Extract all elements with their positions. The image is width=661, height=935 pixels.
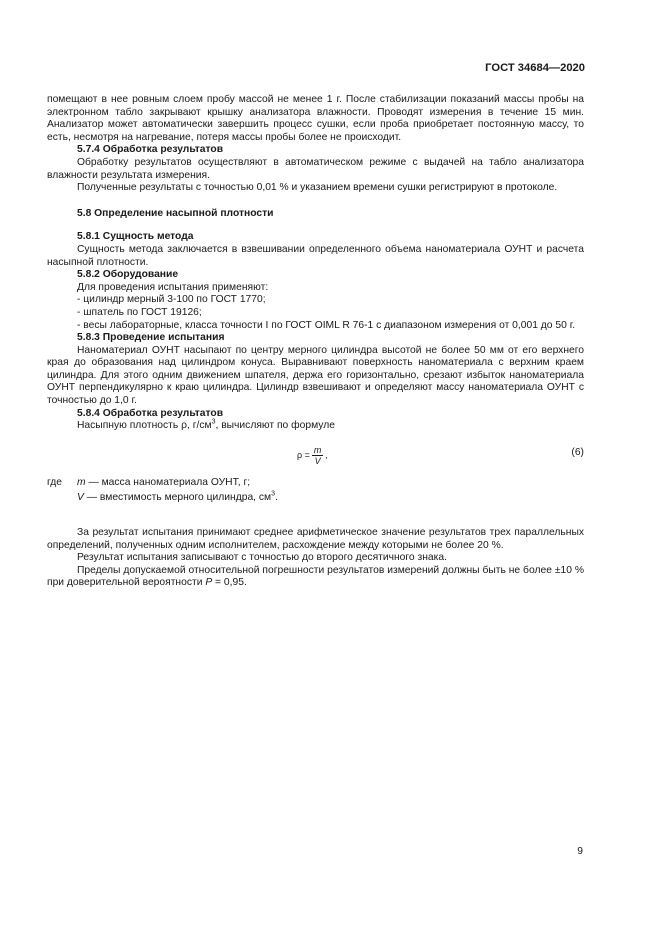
paragraph: помещают в нее ровным слоем пробу массой не менее 1 г. После стабилизации показаний массы пробы на электронном табло закрывают крышку анализатора влажности. Проводят измерения в течение 15 мин. Анализатор может автоматически завершить процесс сушки, если проба приобретает постоянную массу, то есть, несмотря на нагревание, потеря массы пробы более не происходит. [47, 94, 584, 143]
paragraph: Результат испытания записывают с точностью до второго десятичного знака. [77, 552, 447, 564]
document-header: ГОСТ 34684—2020 [485, 62, 585, 74]
formula-intro: Насыпную плотность ρ, $г/см^3$, вычисляют по формуле [77, 418, 335, 432]
page-number: 9 [577, 846, 583, 857]
paragraph: Наноматериал ОУНТ насыпают по центру мерного цилиндра высотой не более 50 мм от его верхнего края до образования над цилиндром конуса. Выравнивают поверхность наноматериала с верхним краем цилиндра. Для этого одним движением шпателя, держа его горизонтально, срезают избыток наноматериала ОУНТ перпендикулярно к краю цилиндра. Цилиндр взвешивают и определяют массу наноматериала ОУНТ с точностью до 1,0 г. [47, 344, 584, 407]
paragraph: Полученные результаты с точностью 0,01 % и указанием времени сушки регистрируют в протоколе. [77, 182, 558, 194]
formula-number: (6) [571, 446, 584, 458]
formula-numerator: m [313, 444, 322, 455]
formula-tail: , [325, 450, 328, 461]
formula-denominator: V [314, 455, 321, 466]
formula-6 [47, 437, 584, 471]
legend-row-m: где m — масса наноматериала ОУНТ, г; [47, 476, 251, 488]
legend-row-v: V — вместимость мерного цилиндра, $см^3$. [77, 491, 278, 504]
formula-legend [47, 477, 584, 505]
formula-lhs: ρ = [297, 450, 310, 461]
section-heading-5-8-3: 5.8.3 Проведение испытания [77, 332, 225, 344]
list-item: - шпатель по ГОСТ 19126; [77, 306, 202, 318]
list-item: - цилиндр мерный 3-100 по ГОСТ 1770; [77, 294, 266, 306]
paragraph: Обработку результатов осуществляют в автоматическом режиме с выдачей на табло анализатора влажности результата измерения. [47, 156, 584, 181]
paragraph: За результат испытания принимают среднее арифметическое значение результатов трех параллельных определений, полученных одним исполнителем, расхождение между которыми не более 20 %. [47, 527, 584, 551]
legend-label: где [47, 476, 63, 488]
section-heading-5-8-2: 5.8.2 Оборудование [77, 269, 179, 281]
document-body [47, 94, 584, 590]
paragraph: Для проведения испытания применяют: [77, 281, 269, 293]
formula-fraction [312, 445, 324, 466]
section-heading-5-7-4: 5.7.4 Обработка результатов [77, 144, 224, 156]
formula-expression [297, 445, 328, 466]
section-heading-5-8-4: 5.8.4 Обработка результатов [77, 407, 224, 419]
paragraph: Сущность метода заключается в взвешивании определенного объема наноматериала ОУНТ и расчета насыпной плотности. [47, 243, 584, 268]
section-heading-5-8-1: 5.8.1 Сущность метода [77, 231, 194, 243]
section-heading-5-8: 5.8 Определение насыпной плотности [77, 207, 274, 219]
paragraph: Пределы допускаемой относительной погрешности результатов измерений должны быть не более ±10 % при доверительной вероятности P = 0,95. [47, 564, 584, 589]
list-item: - весы лабораторные, класса точности I по ГОСТ OIML R 76-1 с диапазоном измерения от 0,001 до 50 г. [77, 319, 576, 331]
